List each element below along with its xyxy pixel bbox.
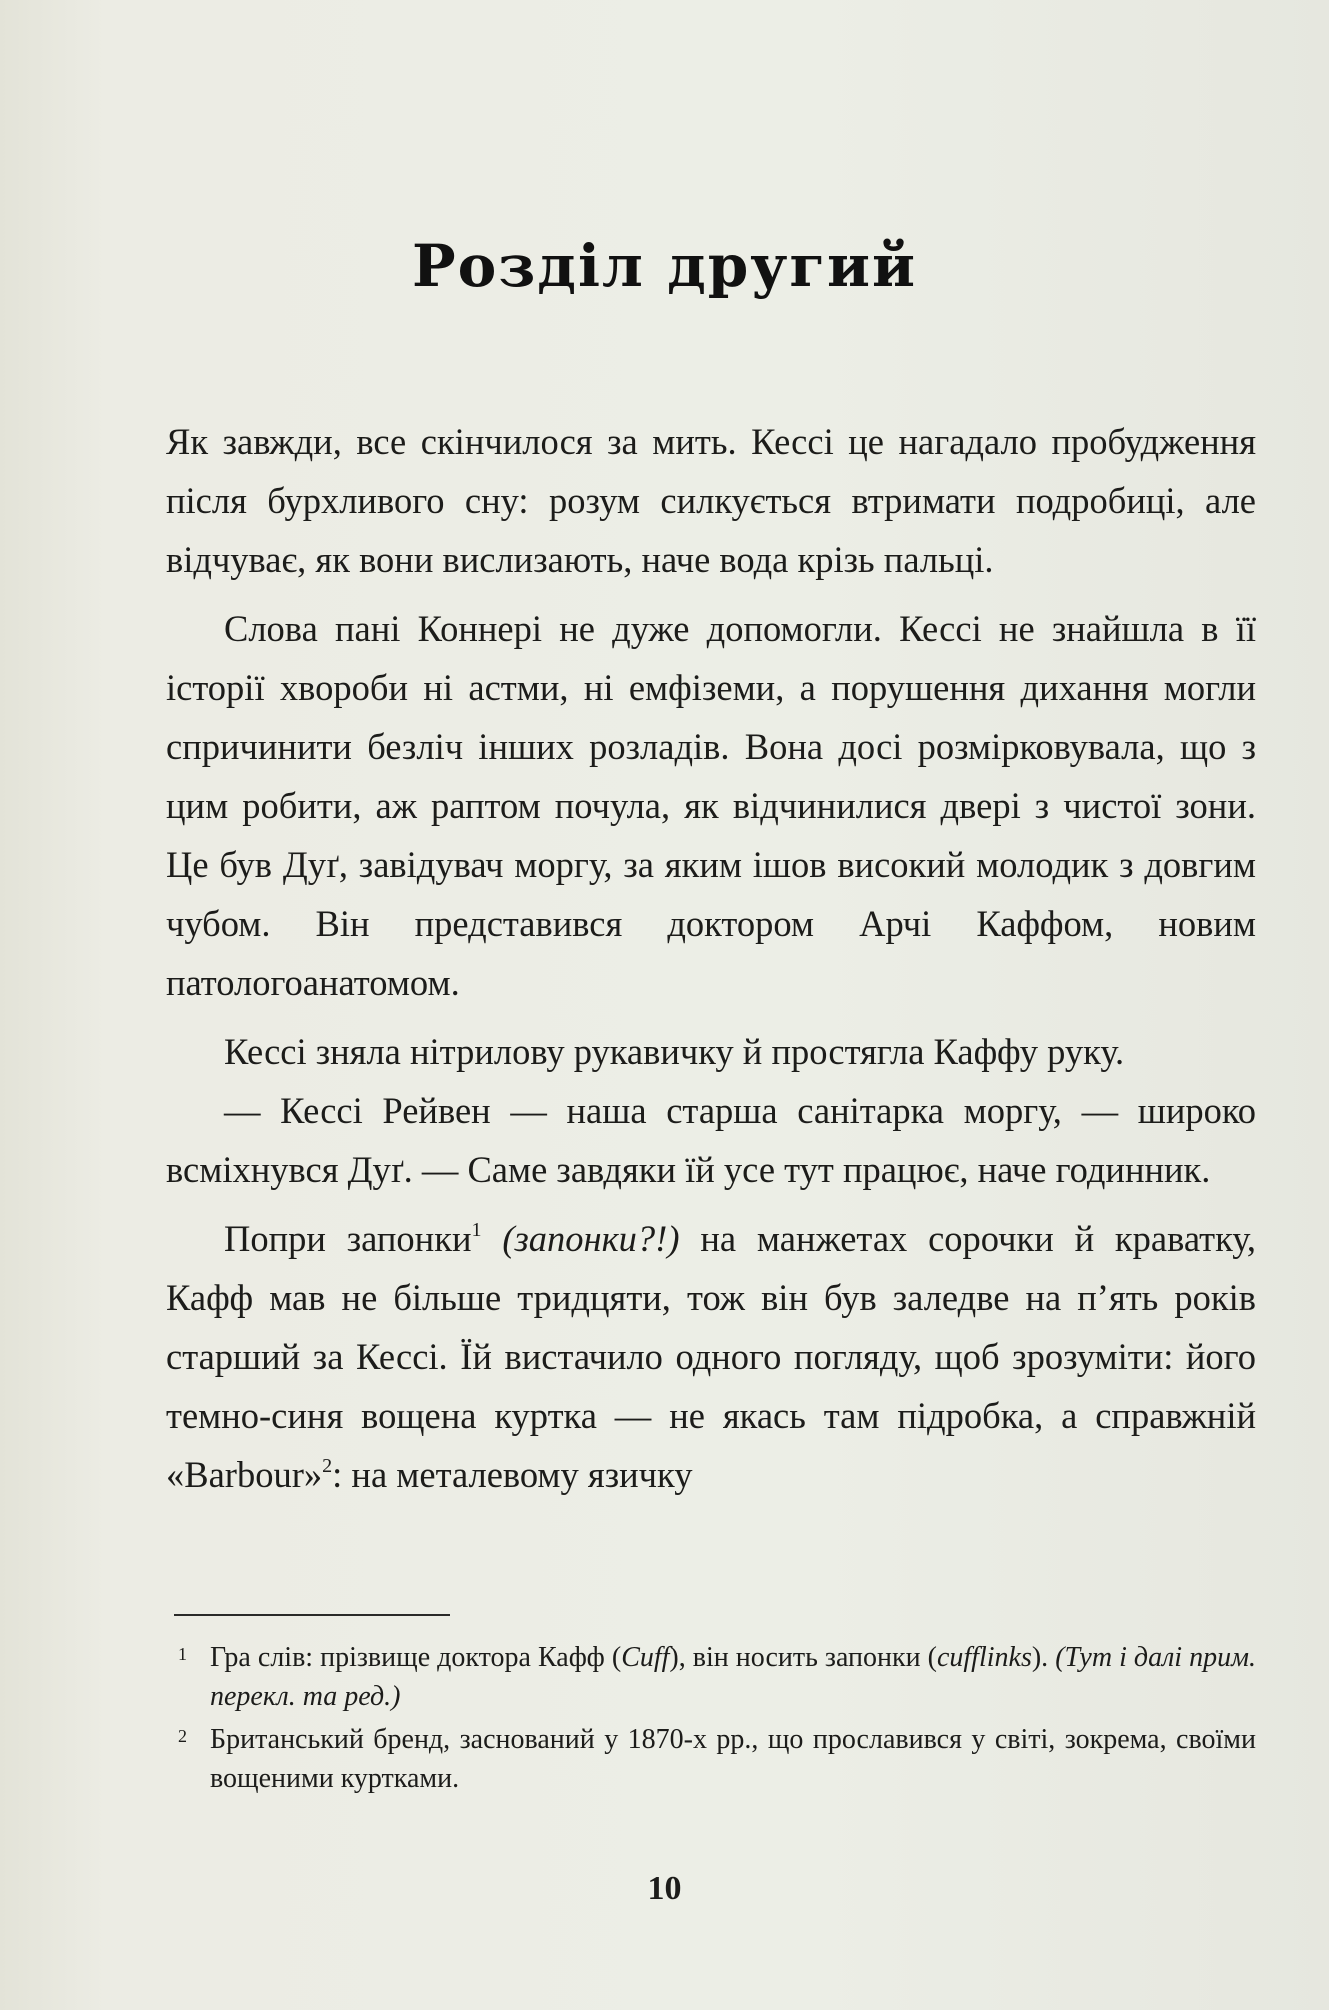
footnote-text: Гра слів: прізвище доктора Кафф ( (210, 1642, 622, 1673)
page-number: 10 (647, 1870, 682, 1907)
footnote-number: 1 (178, 1644, 187, 1664)
italic-text: (запонки?!) (502, 1218, 680, 1259)
footnote (174, 1720, 1256, 1798)
footnote-text: Британський бренд, заснований у 1870-х рр., що прославився у світі, зокрема, своїми вощеними куртками. (210, 1724, 1256, 1794)
dialogue-paragraph: — Кессі Рейвен — наша старша санітарка моргу, — широко всміхнувся Дуґ. — Саме завдяки їй усе тут працює, наче годинник. (166, 1090, 1256, 1190)
paragraph: Як завжди, все скінчилося за мить. Кессі це нагадало пробудження після бурхливого сну: розум силкується втримати подробиці, але відчуває, як вони вислизають, наче вода крізь пальці. (166, 421, 1256, 580)
footnote-ref: 2 (322, 1454, 333, 1477)
footnotes (174, 1638, 1256, 1798)
body-text (166, 412, 1256, 1504)
footnote-italic: cufflinks (936, 1642, 1032, 1673)
paragraph: Слова пані Коннері не дуже допомогли. Кессі не знайшла в її історії хвороби ні астми, ні емфіземи, а порушення дихання могли спричинити безліч інших розладів. Вона досі розмірковувала, що з цим робити, аж раптом почула, як відчинилися двері з чистої зони. Це був Дуґ, завідувач моргу, за яким ішов високий молодик з довгим чубом. Він представився доктором Арчі Каффом, новим патологоанатомом. (166, 608, 1256, 1003)
footnote-divider (174, 1614, 450, 1616)
footnote-italic: (Тут і далі прим. перекл. та ред.) (210, 1642, 1256, 1712)
paragraph-text: : на металевому язичку (332, 1454, 693, 1495)
paragraph-text: на манжетах сорочки й краватку, Кафф мав не більше тридцяти, тож він був заледве на п’ять років старший за Кессі. Їй вистачило одного погляду, щоб зрозуміти: його темно-синя вощена куртка — не якась там підробка, а справжній «Barbour» (166, 1218, 1257, 1495)
chapter-title: Розділ другий (411, 232, 917, 300)
footnote-text: ). (1031, 1642, 1056, 1673)
footnote (174, 1638, 1256, 1716)
footnote-italic: Cuff (621, 1642, 670, 1673)
paragraph-text: Попри запонки (224, 1218, 472, 1259)
paragraph: Кессі зняла нітрилову рукавичку й простягла Каффу руку. (224, 1031, 1125, 1072)
footnote-text: ), він носить запонки ( (669, 1642, 937, 1673)
footnote-ref: 1 (471, 1218, 482, 1241)
footnote-number: 2 (178, 1726, 187, 1746)
paragraph (166, 1209, 1256, 1504)
